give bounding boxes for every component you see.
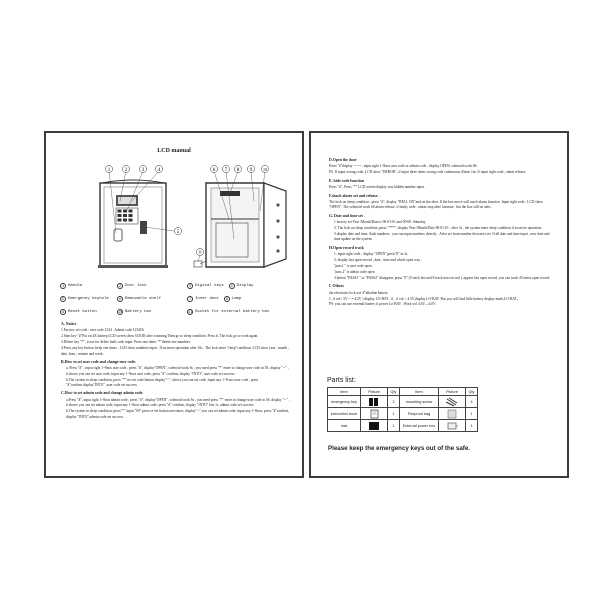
mat-icon [367, 421, 381, 431]
legend-item: 7 Inner door 8 Lamp [188, 296, 242, 302]
bag-icon [445, 409, 459, 419]
battery-box-icon [445, 421, 459, 431]
callout-8: 8 [236, 167, 240, 173]
parts-list [327, 377, 553, 432]
parts-list-title: Parts list: [327, 377, 356, 384]
callout-5: 5 [176, 229, 180, 235]
closed-safe-illustration [98, 180, 168, 268]
legend-item: 5 Emergency keyhole [61, 296, 109, 302]
callout-11: 11 [198, 249, 202, 255]
left-manual-page [44, 131, 304, 478]
legend-item: 2 Door lock [118, 283, 147, 289]
table-row: emergency key 2 mounting screw 4 [328, 396, 478, 408]
page-title: LCD manual [157, 148, 191, 154]
legend-item: 1 Handle [61, 283, 83, 289]
legend-item: 9 Reset button [61, 309, 97, 315]
section-heading: C.How to set admin code and change admin code. [61, 391, 144, 396]
open-safe-illustration [194, 183, 286, 267]
section-heading: A. Notice [61, 322, 77, 326]
section-heading: D.Open the door [329, 158, 357, 162]
callout-6: 6 [212, 167, 216, 173]
legend-item: 3 Digital keys 4 Display [188, 283, 254, 289]
callout-2: 2 [124, 167, 128, 173]
left-instructions: A. Notice 1.Factory set code : user code 1234 . Admin code 123456 2.Start key "#"Put on 4X battery,LCD screen show GOOD after scanning.Then go to sleep condition. Press #, The lock go to work again. 3.Delete key "*", it use for delete fault code input. Press one times "*"delete one numbers. 4.Press any key button ,beep one times , LCD show numbers input . If no more operation after 10s . The lock enter "sleep"condition. LCD show year , month , date, hour , minute and week. B.How to set user code and change user code. a. Press "#" , input right 1~8nos user code , press "#", display"OPEN", solenoid work 6s , you need press "*" enter to change user code in 5S, display "--" , it shows you can set user code, input any 1~8nos user code, press "#" confirm, display "INTO", user code set success . b.The system in sleep condition, press "*" no-set code button display"--", shows you can set code ,input any 1~8 nos user code , press "#"confirm,display"INTO" ,user code set success . C.How to set admin code and change admin code. a.Press "#", input right 1~8nos admin code , press "#", display"OPEN", solenoid work 6s , you need press "*" enter to change user code in 5S, display "--" , it shows you can set admin code, input any 1~8nos admin code, press "#" confirm, display "INTO" last 1s, admin code set success . b.The system in sleep condition, press"*" input "00" press re-set button one times, display"--" you can set admin code, input any 1~8nos, press "#"confirm, display "INTO",admin code set success. [61, 322, 290, 419]
section-heading: I. Others [329, 284, 344, 289]
footer-note: Please keep the emergency keys out of the safe. [328, 445, 471, 452]
section-heading: G. Date and time set . [329, 213, 365, 218]
parts-table [327, 387, 478, 432]
section-heading: H.Open record track [329, 245, 364, 250]
legend-item: 11 Socket for external battery box [188, 309, 270, 315]
key-icon [367, 397, 381, 407]
legend-item: 10 Battery box [118, 309, 152, 315]
parts-legend [60, 279, 296, 318]
callout-10: 10 [263, 166, 267, 172]
callout-1: 1 [107, 167, 111, 173]
table-row: instruction book 1 Fireproof bag 1 [328, 408, 478, 420]
callout-3: 3 [141, 167, 145, 173]
callout-9: 9 [249, 167, 253, 173]
section-heading: E. hide code function [329, 178, 365, 183]
book-icon [367, 409, 381, 419]
callout-4: 4 [157, 167, 161, 173]
callout-7: 7 [224, 167, 228, 173]
table-header-row: Item Picture Qty Item Picture Qty [328, 388, 478, 396]
legend-item: 6 Removable shelf [118, 296, 162, 302]
right-instructions: D.Open the door Press "#"display -------, input right 1~8nos user code or admin code , display OPEN, solenoid work 6S. PS. If input wrong code, LCD show "ERROR", if input three times wrong code continuous,Alarm 1m. If input right code , alarm release. E. hide code function Press "#", Press "*" LCD screen display was hidden number input. F.shack alarm set and release . The lock on sleep condition , press "#", display "BELL ON"and on the alert. If the box move will touch alarm function. Input right code , LCD show "OPEN". The solenoid work 6S,alarm release ,if faulty code , alarm stop after 1minute , but the box still on alert . G. Date and time set . 1.factory set Year /Month/Date is 00-01-01 and 00-00. Saturday. 2. The lock on sleep condition ,press "***", display Year /Month/Date 00-01-01 , after 3s , the system enter sleep condition if no more operation. 3.display date and time, flash numbers , you can input numbers directly . After set front number then next set. If all date and time input , new date and time update on the system. H.Open record track 1. input right code , display "OPEN",press"8" in 2s. 2, display last open record , date , time and which open way . "pass1 " is user code open "pass 2" is admin code open 3.before "PASS1 " or "PASS2" disappear, press "0" (0 track last and 8 track next record ), appear last open record, you can track 45 times open record. I. Others the electronic lock use 4*alkaline battery 1, if vol< 5V > = 4.2V ) display LO-BAT , if , if vol < 4.5V,display LO-BAT. But you will find little battery display mark,LO-BAT。 PS: you can use external battery if power Lo-BAT . Work vol 4.6V—6.0V [329, 155, 554, 308]
table-row: mat 1 External power box 1 [328, 420, 478, 432]
section-heading: F.shack alarm set and release . [329, 193, 380, 198]
safe-diagram [54, 161, 298, 273]
screw-icon [445, 397, 459, 407]
section-heading: B.How to set user code and change user code. [61, 359, 137, 364]
